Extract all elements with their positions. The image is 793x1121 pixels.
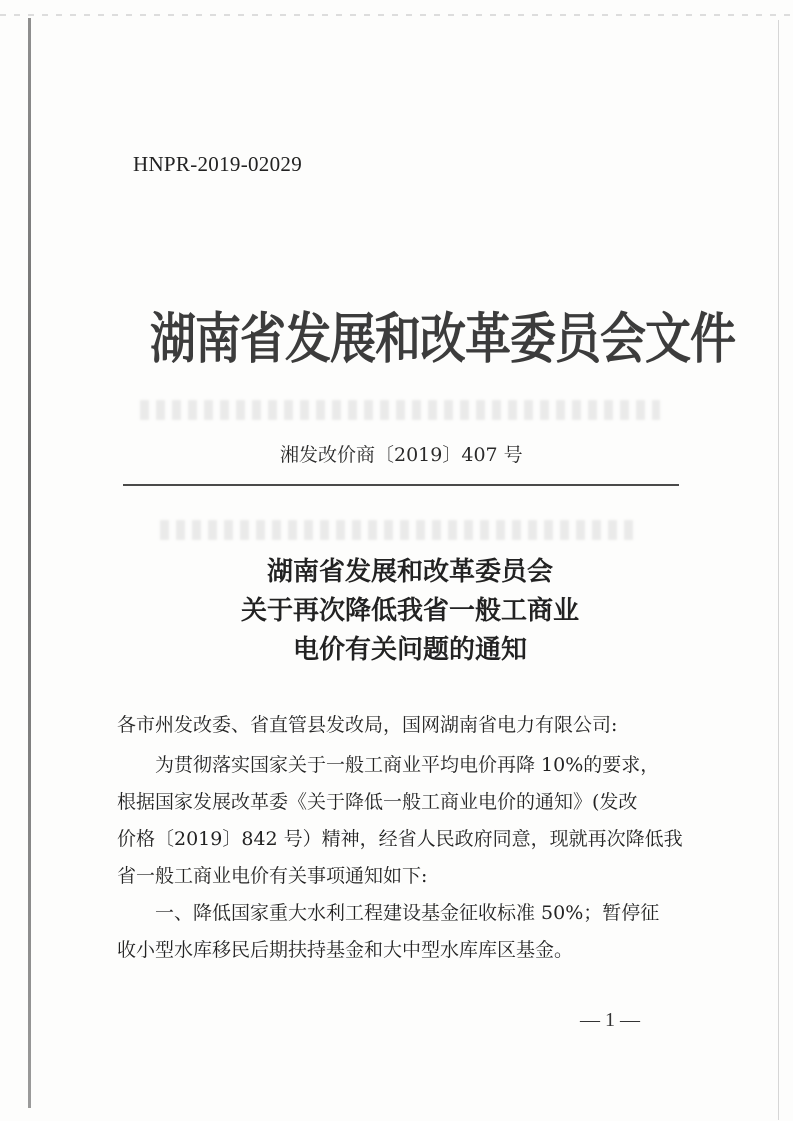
body-line: 收小型水库移民后期扶持基金和大中型水库库区基金。 (117, 939, 574, 961)
bleed-through (140, 400, 660, 420)
body-line: 省一般工商业电价有关事项通知如下: (117, 865, 428, 887)
title-line: 湖南省发展和改革委员会 (266, 557, 553, 587)
scan-edge-right (778, 20, 779, 1120)
title-line: 电价有关问题的通知 (292, 635, 527, 665)
title-line: 关于再次降低我省一般工商业 (240, 596, 579, 626)
body-text (117, 747, 683, 969)
bleed-through (160, 520, 640, 540)
page-number: — 1 — (580, 1009, 640, 1031)
body-line: 根据国家发展改革委《关于降低一般工商业电价的通知》(发改 (117, 791, 638, 813)
body-line: 价格〔2019〕842 号）精神，经省人民政府同意，现就再次降低我 (117, 828, 683, 850)
body-line: 为贯彻落实国家关于一般工商业平均电价再降 10%的要求， (155, 754, 660, 776)
body-line: 一、降低国家重大水利工程建设基金征收标准 50%；暂停征 (155, 902, 660, 924)
document-number: 湘发改价商〔2019〕407 号 (280, 444, 523, 466)
header-divider (123, 484, 679, 486)
salutation: 各市州发改委、省直管县发改局，国网湖南省电力有限公司: (117, 714, 618, 736)
document-code: HNPR-2019-02029 (133, 152, 303, 176)
scan-artifact-top (0, 14, 793, 16)
issuer-header: 湖南省发展和改革委员会文件 (150, 306, 735, 371)
scan-edge-left (28, 18, 31, 1108)
document-title (150, 553, 670, 670)
